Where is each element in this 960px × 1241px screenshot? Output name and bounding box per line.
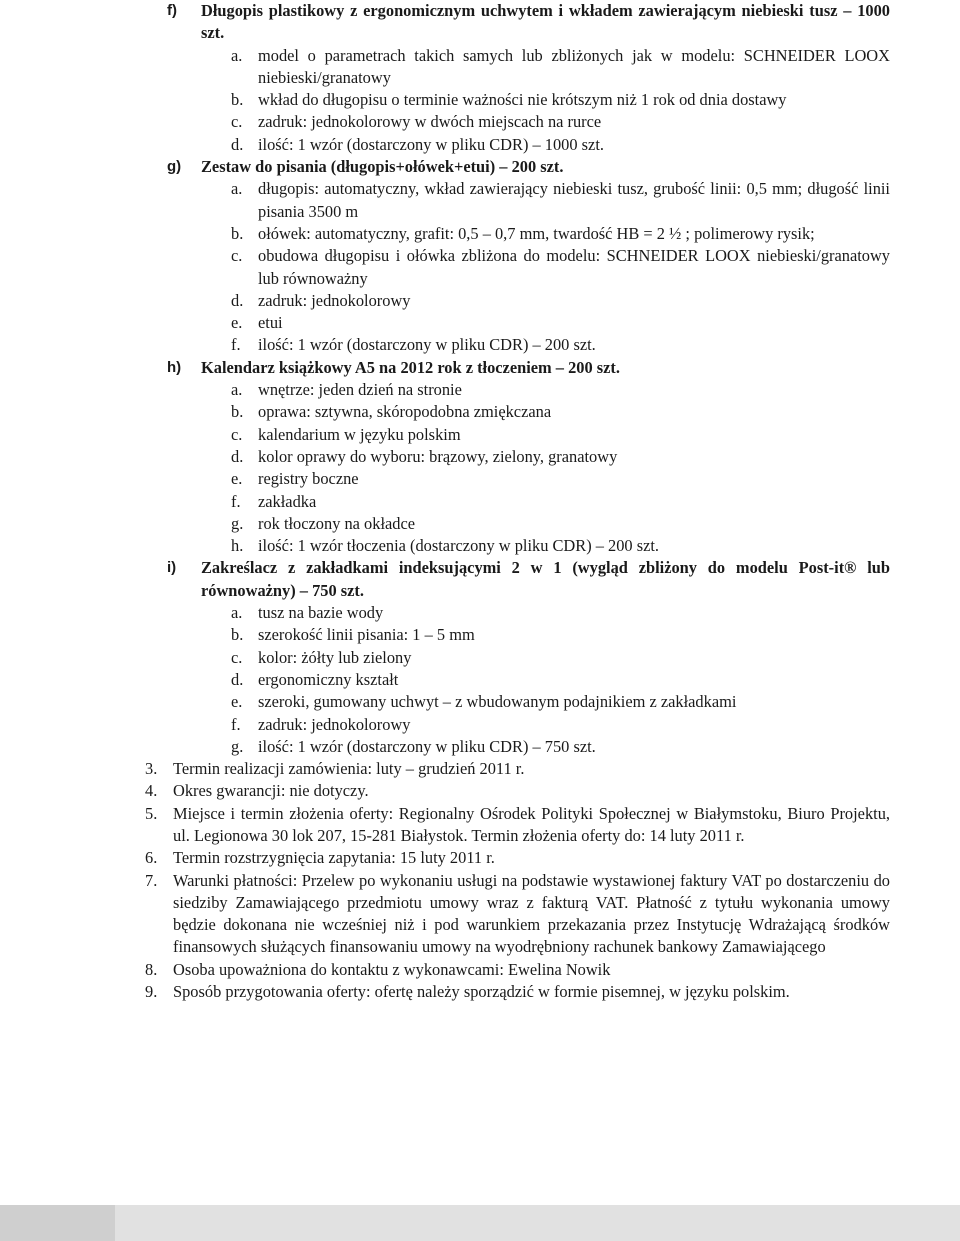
section-letter: h) [167,358,182,376]
item-text: wnętrze: jeden dzień na stronie [258,380,462,400]
product-section [0,156,960,357]
item-text: zadruk: jednokolorowy [258,714,411,734]
numbered-item-number: 8. [145,959,158,979]
list-item [0,535,960,557]
numbered-terms-list [0,758,960,1003]
list-item [0,446,960,468]
item-text: wkład do długopisu o terminie ważności nie krótszym niż 1 rok od dnia dostawy [258,90,787,110]
item-text: kalendarium w języku polskim [258,424,461,444]
section-items-list [0,602,960,758]
section-heading [0,0,960,45]
item-letter: d. [231,669,244,689]
numbered-item-text: Sposób przygotowania oferty: ofertę należy sporządzić w formie pisemnej, w języku polskim. [173,982,790,1002]
item-text: rok tłoczony na okładce [258,513,416,533]
item-text: tusz na bazie wody [258,603,384,623]
page-footer-bar [0,1205,960,1241]
item-letter: d. [231,446,244,466]
numbered-item-text: Okres gwarancji: nie dotyczy. [173,781,369,801]
item-letter: c. [231,112,243,132]
section-items-list [0,45,960,156]
list-item [0,691,960,713]
item-letter: d. [231,134,244,154]
numbered-item [0,959,960,981]
item-text: ergonomiczny kształt [258,669,399,689]
list-item [0,89,960,111]
item-text: kolor: żółty lub zielony [258,647,412,667]
item-text: etui [258,313,283,333]
numbered-item-text: Miejsce i termin złożenia oferty: Regionalny Ośrodek Polityki Społecznej w Białymstoku, Biuro Projektu, ul. Legionowa 30 lok 207, 15-281 Białystok. Termin złożenia oferty do: 14 luty 2011 r. [173,803,890,845]
section-heading [0,357,960,379]
item-letter: e. [231,469,243,489]
section-heading [0,557,960,602]
item-text: zadruk: jednokolorowy w dwóch miejscach na rurce [258,112,602,132]
item-text: ilość: 1 wzór (dostarczony w pliku CDR) – 1000 szt. [258,134,604,154]
section-letter: f) [167,2,177,19]
numbered-item [0,780,960,802]
item-letter: f. [231,335,241,355]
numbered-item-text: Warunki płatności: Przelew po wykonaniu usługi na podstawie wystawionej faktury VAT po dostarczeniu do siedziby Zamawiającego przedmiotu umowy wraz z fakturą VAT. Płatność z tytułu wykonania umowy będzie dokonana nie wcześniej niż i pod warunkiem przekazania przez Instytucję Wdrażającą środków finansowych służących finansowaniu umowy na wyodrębniony rachunek bankowy Zamawiającego [173,870,890,957]
item-letter: b. [231,625,244,645]
list-item [0,312,960,334]
numbered-item [0,870,960,959]
list-item [0,624,960,646]
item-text: ołówek: automatyczny, grafit: 0,5 – 0,7 mm, twardość HB = 2 ½ ; polimerowy rysik; [258,223,815,243]
list-item [0,379,960,401]
list-item [0,736,960,758]
list-item [0,223,960,245]
product-section [0,357,960,558]
item-text: zadruk: jednokolorowy [258,290,411,310]
numbered-item-number: 6. [145,848,158,868]
list-item [0,669,960,691]
footer-bar-left [0,1205,115,1241]
numbered-item [0,803,960,848]
section-letter: g) [167,158,182,176]
item-letter: b. [231,402,244,422]
section-heading [0,156,960,178]
item-letter: g. [231,513,244,533]
numbered-item-text: Termin rozstrzygnięcia zapytania: 15 luty 2011 r. [173,848,495,868]
item-letter: d. [231,290,244,310]
section-items-list [0,379,960,557]
item-letter: e. [231,313,243,333]
list-item [0,245,960,290]
product-section [0,0,960,156]
list-item [0,714,960,736]
item-letter: h. [231,536,244,556]
item-letter: a. [231,380,243,400]
item-text: ilość: 1 wzór tłoczenia (dostarczony w pliku CDR) – 200 szt. [258,536,660,556]
section-title: Długopis plastikowy z ergonomicznym uchwytem i wkładem zawierającym niebieski tusz – 1000 szt. [201,1,890,43]
item-letter: c. [231,647,243,667]
item-text: ilość: 1 wzór (dostarczony w pliku CDR) – 200 szt. [258,335,596,355]
numbered-item-text: Osoba upoważniona do kontaktu z wykonawcami: Ewelina Nowik [173,959,611,979]
list-item [0,45,960,90]
list-item [0,401,960,423]
list-item [0,134,960,156]
numbered-item-number: 7. [145,870,158,890]
list-item [0,468,960,490]
numbered-item [0,847,960,869]
item-text: obudowa długopisu i ołówka zbliżona do modelu: SCHNEIDER LOOX niebieski/granatowy lub równoważny [258,246,890,288]
section-letter: i) [167,559,177,577]
item-text: szeroki, gumowany uchwyt – z wbudowanym podajnikiem z zakładkami [258,692,737,712]
item-text: szerokość linii pisania: 1 – 5 mm [258,625,475,645]
item-text: długopis: automatyczny, wkład zawierający niebieski tusz, grubość linii: 0,5 mm; długość linii pisania 3500 m [258,179,890,221]
section-items-list [0,178,960,356]
numbered-item [0,758,960,780]
numbered-item-number: 9. [145,982,158,1002]
item-text: zakładka [258,491,317,511]
item-letter: b. [231,90,244,110]
list-item [0,647,960,669]
item-letter: e. [231,692,243,712]
section-title: Kalendarz książkowy A5 na 2012 rok z tłoczeniem – 200 szt. [201,357,620,377]
list-item [0,290,960,312]
section-title: Zakreślacz z zakładkami indeksującymi 2 w 1 (wygląd zbliżony do modelu Post-it® lub równoważny) – 750 szt. [201,558,890,600]
footer-bar-right [115,1205,960,1241]
item-letter: a. [231,179,243,199]
numbered-item-number: 5. [145,803,158,823]
list-item [0,178,960,223]
numbered-item-number: 4. [145,781,158,801]
section-title: Zestaw do pisania (długopis+ołówek+etui) – 200 szt. [201,157,564,177]
numbered-item [0,981,960,1003]
item-letter: a. [231,45,243,65]
list-item [0,111,960,133]
list-item [0,491,960,513]
list-item [0,334,960,356]
item-text: oprawa: sztywna, skóropodobna zmiękczana [258,402,552,422]
numbered-item-text: Termin realizacji zamówienia: luty – grudzień 2011 r. [173,759,525,779]
item-letter: f. [231,491,241,511]
item-text: model o parametrach takich samych lub zbliżonych jak w modelu: SCHNEIDER LOOX niebieski/granatowy [258,45,890,87]
numbered-item-number: 3. [145,759,158,779]
item-letter: f. [231,714,241,734]
item-letter: g. [231,736,244,756]
item-letter: c. [231,424,243,444]
item-text: kolor oprawy do wyboru: brązowy, zielony, granatowy [258,446,618,466]
item-letter: a. [231,603,243,623]
item-letter: c. [231,246,243,266]
item-text: ilość: 1 wzór (dostarczony w pliku CDR) – 750 szt. [258,736,596,756]
item-text: registry boczne [258,469,359,489]
list-item [0,513,960,535]
product-section [0,557,960,758]
list-item [0,602,960,624]
item-letter: b. [231,223,244,243]
list-item [0,424,960,446]
